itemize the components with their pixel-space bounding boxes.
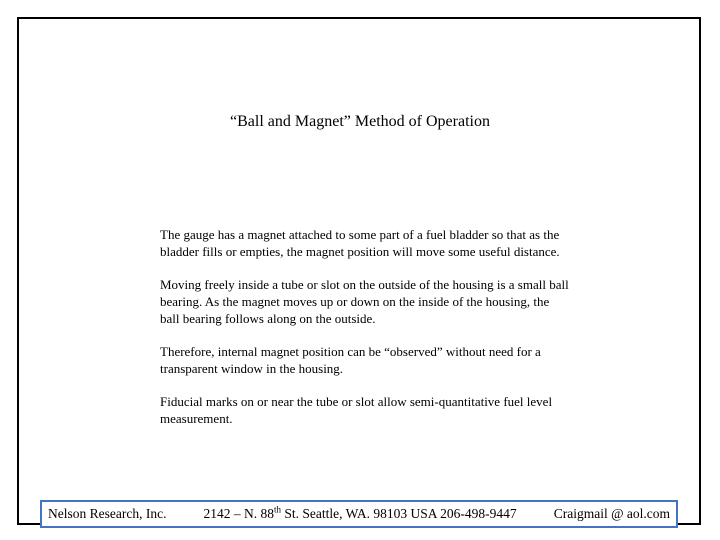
footer-address-rest: St. Seattle, WA. 98103 USA 206-498-9447 bbox=[281, 506, 517, 521]
paragraph-gauge: The gauge has a magnet attached to some part of a fuel bladder so that as the bladder fills or empties, the magnet position will move some useful distance. bbox=[160, 227, 560, 259]
footer-address bbox=[204, 506, 517, 522]
footer-email: Craigmail @ aol.com bbox=[553, 506, 670, 521]
paragraph-ball-bearing: Moving freely inside a tube or slot on the outside of the housing is a small ball bearing. As the magnet moves up or down on the inside of the housing, the ball bearing follows along on the outside. bbox=[160, 277, 569, 326]
footer-bar bbox=[40, 500, 678, 528]
footer-address-number: 2142 – N. 88 bbox=[203, 506, 275, 521]
paragraph-observed: Therefore, internal magnet position can be “observed” without need for a transparent window in the housing. bbox=[160, 344, 541, 376]
slide-body bbox=[160, 226, 570, 443]
footer-company: Nelson Research, Inc. bbox=[48, 506, 167, 521]
footer-address-suffix: th bbox=[274, 504, 282, 515]
paragraph-fiducial: Fiducial marks on or near the tube or slot allow semi-quantitative fuel level measurement. bbox=[160, 394, 553, 426]
slide-title: “Ball and Magnet” Method of Operation bbox=[230, 113, 490, 130]
